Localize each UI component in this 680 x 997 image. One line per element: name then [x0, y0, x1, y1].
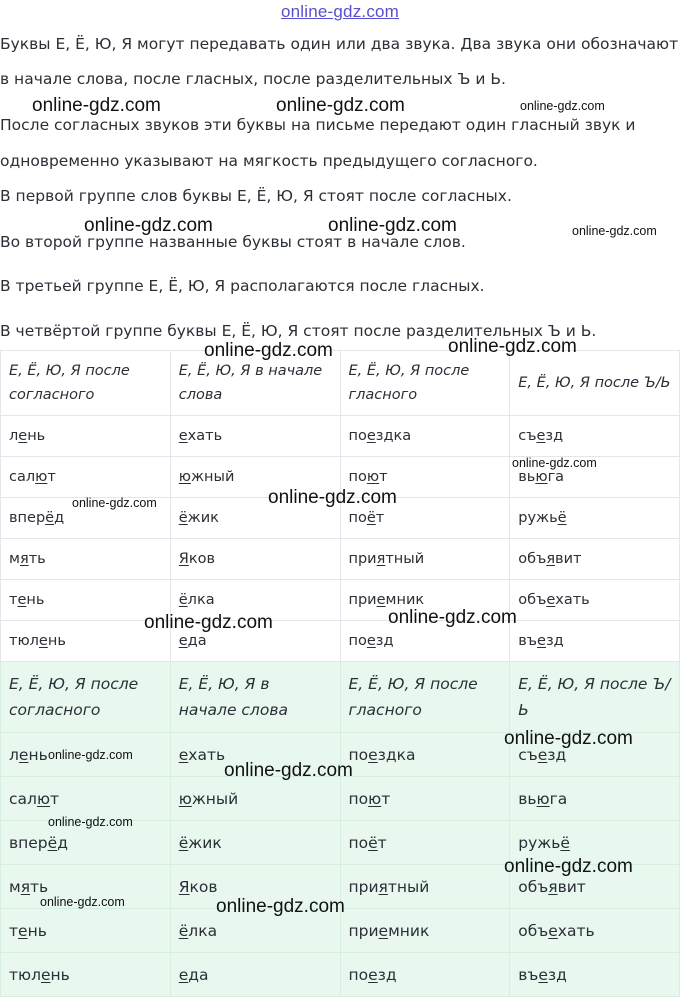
watermark-text: online-gdz.com — [144, 612, 273, 633]
underlined-letter: е — [368, 745, 378, 764]
watermark-text: online-gdz.com — [224, 760, 353, 781]
word-cell: Яков — [170, 539, 340, 580]
underlined-letter: е — [537, 633, 546, 649]
word-cell: съезд — [510, 733, 680, 777]
underlined-letter: е — [18, 428, 28, 444]
word-cell: объявит — [510, 539, 680, 580]
underlined-letter: ю — [35, 469, 48, 485]
word-cell: южный — [170, 777, 340, 821]
words-table-white — [0, 350, 680, 662]
watermark-text: online-gdz.com — [48, 815, 133, 829]
word-cell: приемник — [340, 580, 510, 621]
underlined-letter: ё — [45, 510, 55, 526]
underlined-letter: е — [546, 592, 556, 608]
underlined-letter: ё — [178, 510, 188, 526]
table-row — [1, 865, 680, 909]
word-cell: приятный — [340, 539, 510, 580]
word-cell: объехать — [510, 909, 680, 953]
word-cell: ружьё — [510, 821, 680, 865]
table-row — [1, 416, 680, 457]
underlined-letter: е — [378, 921, 389, 940]
word-cell: поездка — [340, 416, 510, 457]
underlined-letter: ю — [366, 469, 380, 485]
underlined-letter: е — [18, 745, 29, 764]
underlined-letter: ю — [178, 469, 191, 485]
word-cell: ёлка — [170, 580, 340, 621]
watermark-text: online-gdz.com — [504, 728, 633, 749]
underlined-letter: ё — [366, 510, 376, 526]
underlined-letter: е — [17, 592, 27, 608]
underlined-letter: ю — [535, 469, 548, 485]
underlined-letter: ё — [178, 592, 188, 608]
word-cell: южный — [170, 457, 340, 498]
underlined-letter: я — [548, 877, 558, 896]
word-cell: еда — [170, 621, 340, 662]
underlined-letter: ю — [178, 789, 192, 808]
column-header: Е, Ё, Ю, Я после гласного — [340, 351, 510, 416]
paragraph-2: в начале слова, после гласных, после разделительных Ъ и Ь. — [0, 70, 506, 88]
word-cell: ружьё — [510, 498, 680, 539]
word-cell: приемник — [340, 909, 510, 953]
watermark-text: online-gdz.com — [520, 99, 605, 113]
watermark-text: online-gdz.com — [84, 215, 213, 236]
underlined-letter: е — [536, 428, 546, 444]
word-cell: поездка — [340, 733, 510, 777]
table-row — [1, 821, 680, 865]
words-table-green — [0, 661, 680, 997]
underlined-letter: ё — [560, 833, 570, 852]
word-cell: вперёд — [1, 821, 171, 865]
word-cell: Яков — [170, 865, 340, 909]
column-header: Е, Ё, Ю, Я после Ъ/Ь — [510, 351, 680, 416]
paragraph-4: одновременно указывают на мягкость предыдущего согласного. — [0, 152, 538, 170]
underlined-letter: е — [538, 965, 548, 984]
watermark-text: online-gdz.com — [216, 896, 345, 917]
underlined-letter: я — [20, 877, 31, 896]
word-cell: тюлень — [1, 621, 171, 662]
word-cell: ехать — [170, 733, 340, 777]
word-cell: въезд — [510, 953, 680, 997]
underlined-letter: Я — [178, 877, 190, 896]
watermark-text: online-gdz.com — [40, 895, 125, 909]
word-cell: тень — [1, 909, 171, 953]
word-cell: ёжик — [170, 498, 340, 539]
underlined-letter: е — [178, 428, 188, 444]
watermark-text: online-gdz.com — [48, 748, 133, 762]
word-cell: ёлка — [170, 909, 340, 953]
word-cell: объявит — [510, 865, 680, 909]
column-header: Е, Ё, Ю, Я после согласного — [1, 351, 171, 416]
table-row — [1, 457, 680, 498]
word-cell: въезд — [510, 621, 680, 662]
underlined-letter: е — [537, 745, 548, 764]
underlined-letter: я — [378, 877, 388, 896]
word-cell: вьюга — [510, 777, 680, 821]
word-cell: поют — [340, 777, 510, 821]
underlined-letter: ю — [536, 789, 550, 808]
underlined-letter: ё — [557, 510, 567, 526]
table-row — [1, 733, 680, 777]
word-cell: поезд — [340, 621, 510, 662]
table-row — [1, 953, 680, 997]
table-row — [1, 621, 680, 662]
table-row — [1, 580, 680, 621]
word-cell: тюлень — [1, 953, 171, 997]
word-cell: тень — [1, 580, 171, 621]
table-row — [1, 909, 680, 953]
column-header: Е, Ё, Ю, Я в начале слова — [170, 662, 340, 733]
paragraph-8: В четвёртой группе буквы Е, Ё, Ю, Я стоят после разделительных Ъ и Ь. — [0, 322, 597, 340]
table-row — [1, 539, 680, 580]
watermark-text: online-gdz.com — [72, 496, 157, 510]
table-header-row — [1, 351, 680, 416]
underlined-letter: е — [40, 965, 51, 984]
underlined-letter: е — [376, 592, 386, 608]
watermark-text: online-gdz.com — [268, 487, 397, 508]
column-header: Е, Ё, Ю, Я в начале слова — [170, 351, 340, 416]
watermark-text: online-gdz.com — [204, 340, 333, 361]
word-cell: ехать — [170, 416, 340, 457]
paragraph-5: В первой группе слов буквы Е, Ё, Ю, Я стоят после согласных. — [0, 187, 512, 205]
column-header: Е, Ё, Ю, Я после Ъ/Ь — [510, 662, 680, 733]
word-cell: поют — [340, 457, 510, 498]
word-cell: ёжик — [170, 821, 340, 865]
watermark-text: online-gdz.com — [32, 95, 161, 116]
underlined-letter: е — [366, 428, 376, 444]
watermark-text: online-gdz.com — [388, 607, 517, 628]
column-header: Е, Ё, Ю, Я после гласного — [340, 662, 510, 733]
word-cell: съезд — [510, 416, 680, 457]
underlined-letter: я — [19, 551, 29, 567]
word-cell: мять — [1, 539, 171, 580]
underlined-letter: е — [368, 965, 378, 984]
word-cell: салют — [1, 777, 171, 821]
word-cell: поёт — [340, 821, 510, 865]
paragraph-7: В третьей группе Е, Ё, Ю, Я располагаются после гласных. — [0, 277, 485, 295]
word-cell: объехать — [510, 580, 680, 621]
word-cell: мять — [1, 865, 171, 909]
table-header-row — [1, 662, 680, 733]
word-cell: лень — [1, 733, 171, 777]
underlined-letter: е — [178, 745, 189, 764]
underlined-letter: ё — [178, 833, 189, 852]
table-row — [1, 777, 680, 821]
watermark-text: online-gdz.com — [504, 856, 633, 877]
watermark-text: online-gdz.com — [328, 215, 457, 236]
column-header: Е, Ё, Ю, Я после согласного — [1, 662, 171, 733]
underlined-letter: е — [548, 921, 558, 940]
word-cell: еда — [170, 953, 340, 997]
underlined-letter: ё — [47, 833, 58, 852]
word-cell: лень — [1, 416, 171, 457]
underlined-letter: ё — [178, 921, 189, 940]
paragraph-6: Во второй группе названные буквы стоят в начале слов. — [0, 233, 466, 251]
watermark-text: online-gdz.com — [448, 336, 577, 357]
underlined-letter: ю — [36, 789, 50, 808]
underlined-letter: е — [366, 633, 376, 649]
underlined-letter: е — [178, 633, 188, 649]
underlined-letter: я — [546, 551, 556, 567]
watermark-text: online-gdz.com — [572, 224, 657, 238]
word-cell: вьюга — [510, 457, 680, 498]
underlined-letter: е — [18, 921, 28, 940]
word-cell: вперёд — [1, 498, 171, 539]
word-cell: салют — [1, 457, 171, 498]
word-cell: поезд — [340, 953, 510, 997]
underlined-letter: Я — [178, 551, 189, 567]
paragraph-3: После согласных звуков эти буквы на письме передают один гласный звук и — [0, 116, 636, 134]
word-cell: поёт — [340, 498, 510, 539]
word-cell: приятный — [340, 865, 510, 909]
watermark-text: online-gdz.com — [512, 456, 597, 470]
paragraph-1: Буквы Е, Ё, Ю, Я могут передавать один или два звука. Два звука они обозначают — [0, 35, 679, 53]
underlined-letter: ю — [368, 789, 382, 808]
underlined-letter: ё — [368, 833, 378, 852]
underlined-letter: е — [178, 965, 189, 984]
underlined-letter: я — [376, 551, 386, 567]
table-row — [1, 498, 680, 539]
underlined-letter: е — [38, 633, 48, 649]
site-link-top[interactable]: online-gdz.com — [280, 2, 400, 21]
watermark-text: online-gdz.com — [276, 95, 405, 116]
